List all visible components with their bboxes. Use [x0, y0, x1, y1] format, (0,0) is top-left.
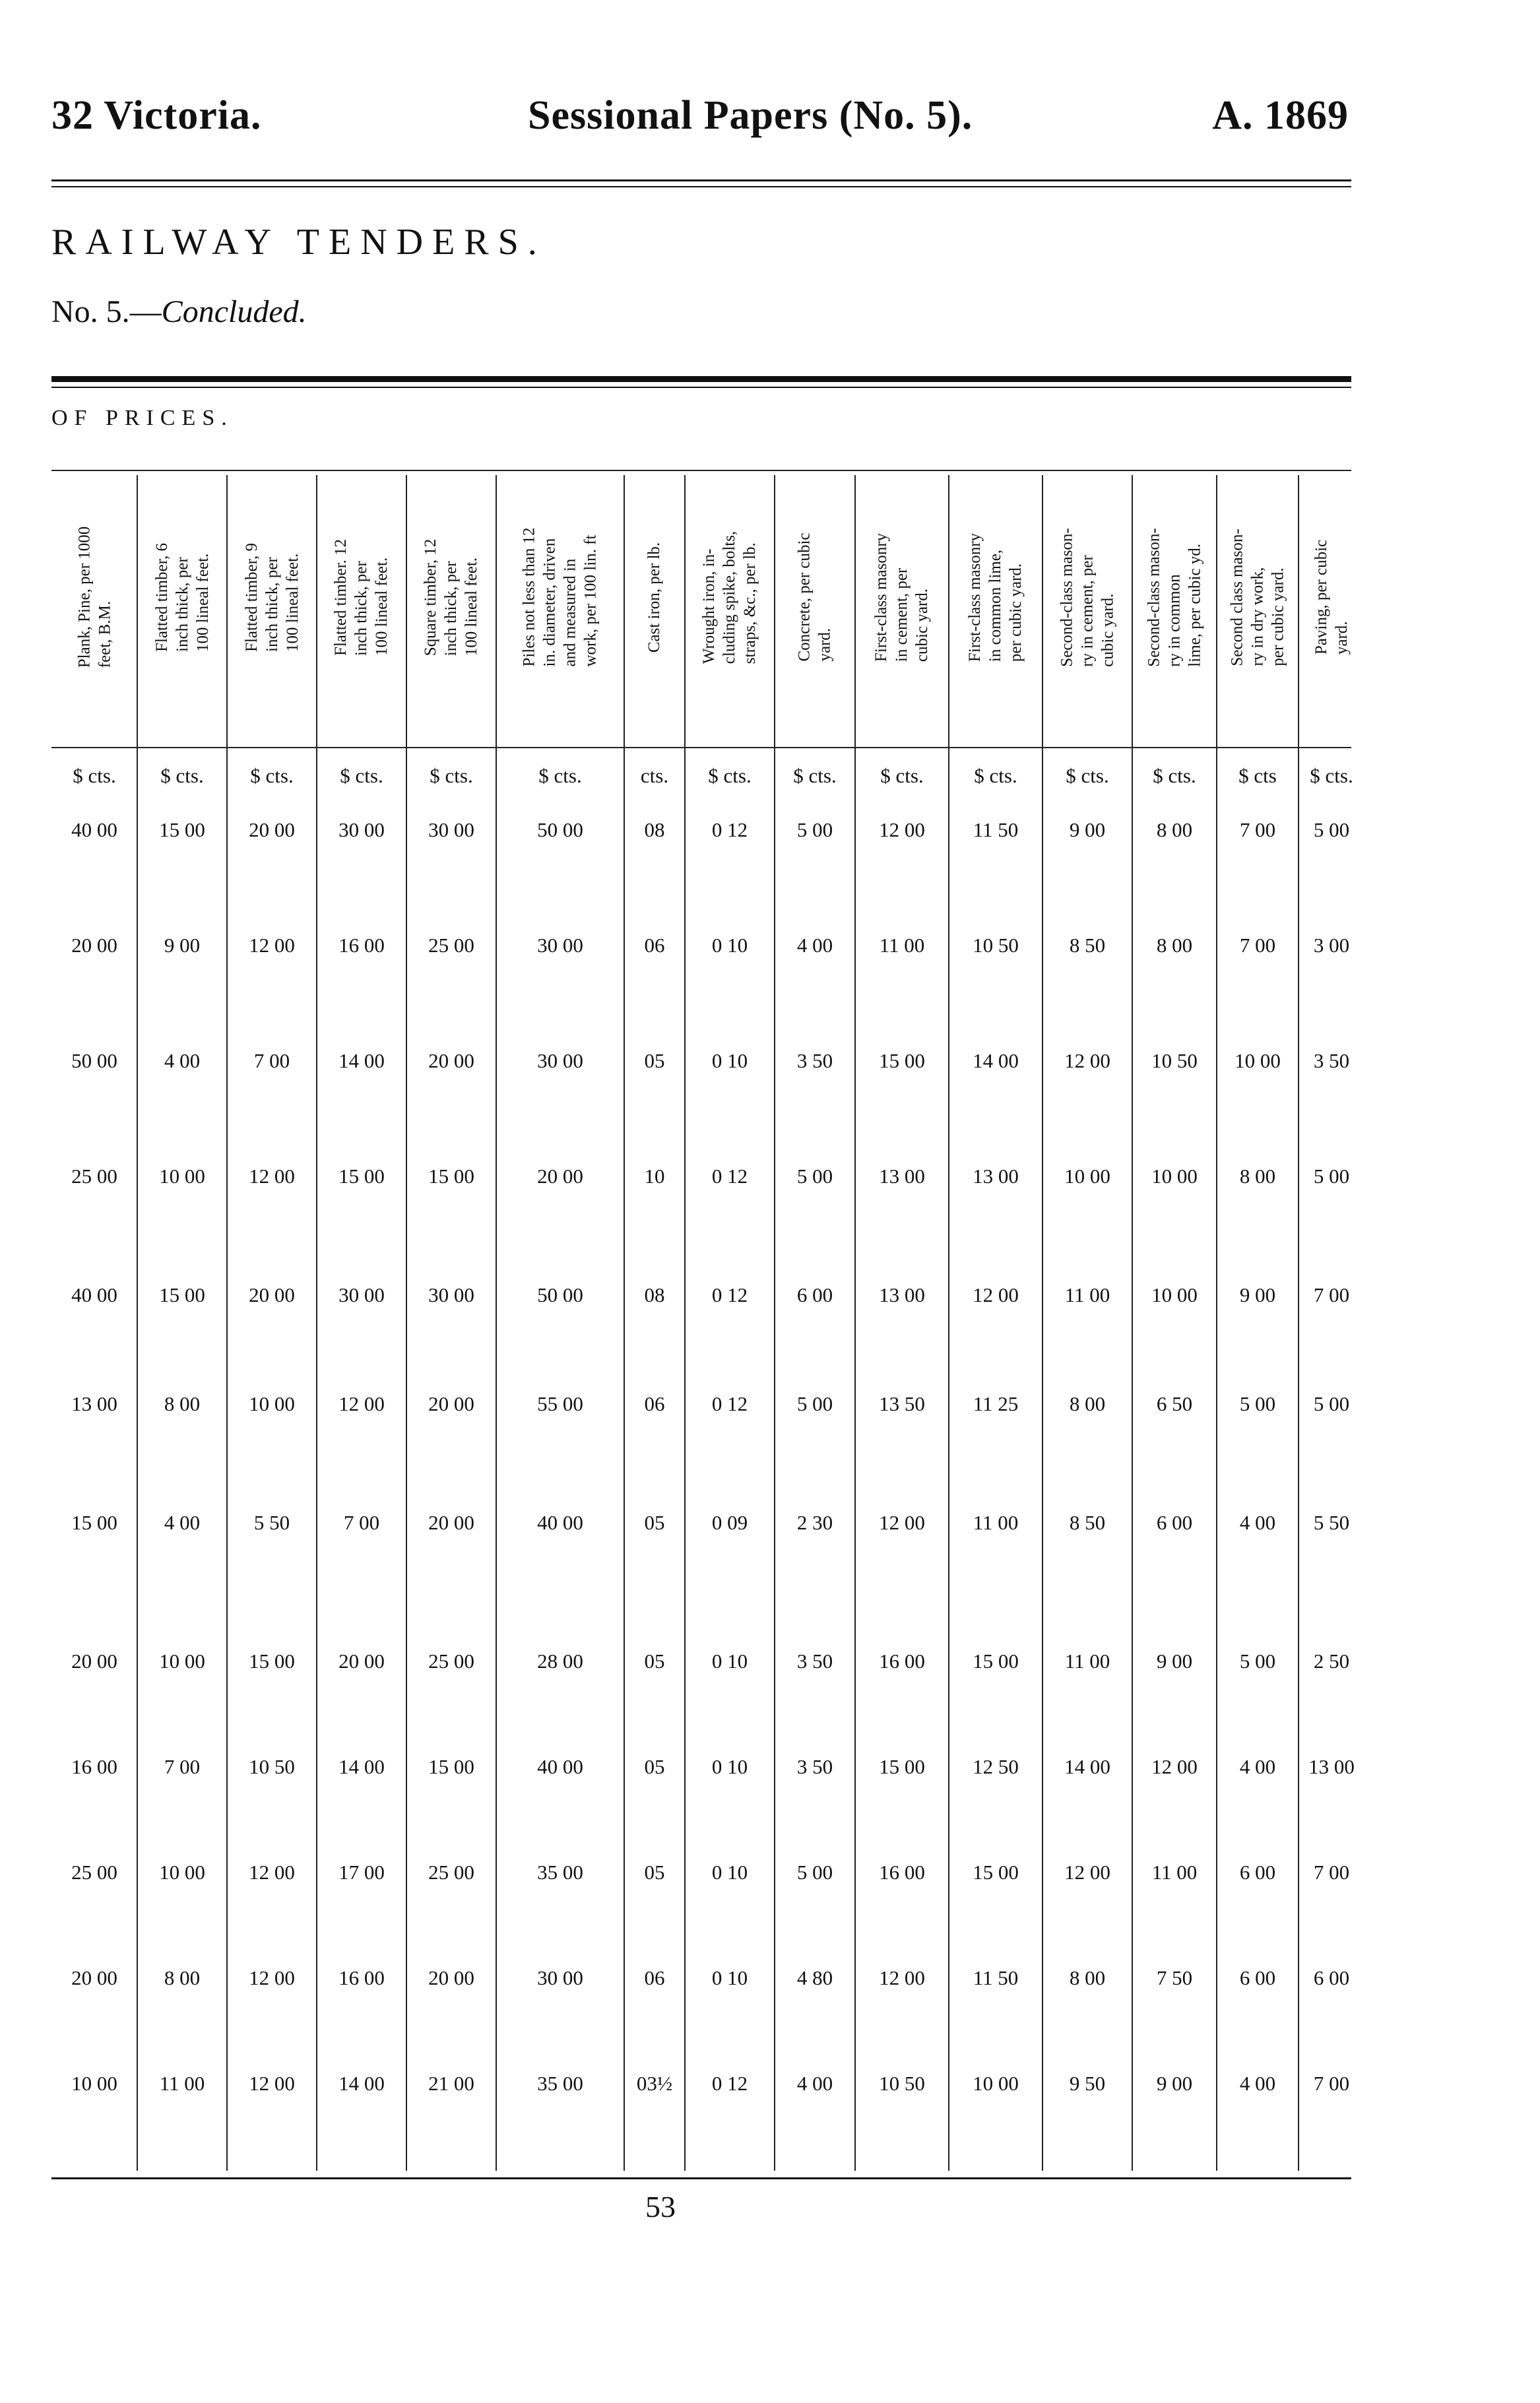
table-cell: 30 00: [338, 818, 385, 841]
table-cell: 9 00: [1239, 1283, 1276, 1306]
table-cell: 13 00: [973, 1165, 1019, 1188]
table-cell: 14 00: [338, 2072, 385, 2095]
table-cell: 8 50: [1069, 1511, 1106, 1534]
column-header: [624, 475, 685, 719]
column-unit: $ cts.: [340, 764, 383, 787]
table-cell: 6 00: [796, 1283, 833, 1306]
table-cell: 10 50: [249, 1755, 295, 1778]
table-cell: 5 00: [1239, 1650, 1276, 1673]
table-cell: 9 00: [1156, 1650, 1193, 1673]
page-title: RAILWAY TENDERS.: [51, 222, 546, 263]
column-header-label: Second-class mason- ry in common lime, per cubic yd.: [1145, 527, 1204, 667]
table-cell: 12 00: [249, 1861, 295, 1884]
table-cell: 11 00: [1064, 1650, 1110, 1673]
table-cell: 9 00: [1156, 2072, 1193, 2095]
header-sessional-papers: Sessional Papers (No. 5).: [528, 93, 973, 138]
table-cell: 8 00: [164, 1392, 201, 1415]
table-cell: 4 00: [796, 2072, 833, 2095]
table-cell: 50 00: [537, 818, 583, 841]
title-rule-thin: [51, 387, 1351, 388]
table-cell: 15 00: [159, 818, 205, 841]
column-header: [317, 475, 406, 719]
table-cell: 0 10: [711, 934, 748, 957]
table-cell: 12 00: [249, 2072, 295, 2095]
column-header-label: Second class mason- ry in dry work, per cubic yard.: [1228, 528, 1287, 666]
table-cell: 10 00: [249, 1392, 295, 1415]
table-cell: 12 00: [1064, 1861, 1110, 1884]
table-cell: 10 00: [159, 1861, 205, 1884]
table-cell: 0 10: [711, 1966, 748, 1989]
table-cell: 12 00: [249, 934, 295, 957]
table-cell: 8 00: [1069, 1966, 1106, 1989]
table-cell: 4 00: [164, 1511, 201, 1534]
table-cell: 06: [644, 1966, 665, 1989]
column-divider: [496, 475, 497, 2171]
table-cell: 20 00: [249, 1283, 295, 1306]
table-cell: 21 00: [428, 2072, 474, 2095]
table-cell: 4 00: [1239, 1755, 1276, 1778]
table-cell: 3 00: [1313, 934, 1350, 957]
table-cell: 7 00: [343, 1511, 380, 1534]
table-cell: 6 00: [1313, 1966, 1350, 1989]
table-cell: 17 00: [338, 1861, 385, 1884]
column-header: [685, 475, 775, 719]
table-cell: 8 00: [1239, 1165, 1276, 1188]
table-cell: 16 00: [71, 1755, 117, 1778]
table-cell: 20 00: [428, 1511, 474, 1534]
column-header: [137, 475, 227, 719]
table-cell: 3 50: [796, 1049, 833, 1072]
table-cell: 11 00: [973, 1511, 1019, 1534]
table-cell: 10 00: [1151, 1165, 1198, 1188]
table-cell: 20 00: [428, 1392, 474, 1415]
table-cell: 7 00: [1313, 1861, 1350, 1884]
table-cell: 3 50: [1313, 1049, 1350, 1072]
column-unit: $ cts.: [880, 764, 924, 787]
table-cell: 5 00: [1239, 1392, 1276, 1415]
table-cell: 5 50: [253, 1511, 290, 1534]
column-header-label: First-class masonry in common lime, per cubic yard.: [966, 532, 1025, 662]
table-cell: 5 50: [1313, 1511, 1350, 1534]
table-cell: 4 80: [796, 1966, 833, 1989]
table-cell: 16 00: [338, 1966, 385, 1989]
table-cell: 7 00: [1313, 1283, 1350, 1306]
column-header: [1043, 475, 1132, 719]
table-cell: 14 00: [338, 1049, 385, 1072]
table-cell: 15 00: [973, 1650, 1019, 1673]
header-rule-thin: [51, 186, 1351, 187]
table-cell: 05: [644, 1511, 665, 1534]
table-cell: 14 00: [1064, 1755, 1110, 1778]
table-cell: 20 00: [537, 1165, 583, 1188]
column-header-label: Concrete, per cubic yard.: [796, 532, 835, 662]
table-cell: 08: [644, 818, 665, 841]
table-cell: 14 00: [338, 1755, 385, 1778]
table-cell: 05: [644, 1861, 665, 1884]
table-cell: 20 00: [249, 818, 295, 841]
table-cell: 6 00: [1156, 1511, 1193, 1534]
table-cell: 5 00: [1313, 1392, 1350, 1415]
table-cell: 10 00: [1235, 1049, 1281, 1072]
table-cell: 30 00: [537, 1966, 583, 1989]
column-divider: [226, 475, 228, 2171]
table-cell: 16 00: [338, 934, 385, 957]
table-cell: 12 00: [879, 1511, 925, 1534]
table-cell: 7 00: [164, 1755, 201, 1778]
table-cell: 5 00: [796, 1165, 833, 1188]
table-cell: 5 00: [1313, 818, 1350, 841]
table-cell: 5 00: [1313, 1165, 1350, 1188]
column-divider: [406, 475, 407, 2171]
subtitle-concluded: Concluded.: [161, 294, 307, 329]
table-cell: 6 00: [1239, 1861, 1276, 1884]
table-cell: 20 00: [428, 1049, 474, 1072]
table-cell: 10 00: [973, 2072, 1019, 2095]
table-cell: 30 00: [428, 1283, 474, 1306]
table-cell: 11 00: [1151, 1861, 1198, 1884]
subtitle-number: No. 5.—: [51, 294, 162, 329]
table-cell: 0 10: [711, 1650, 748, 1673]
table-cell: 15 00: [338, 1165, 385, 1188]
table-cell: 12 00: [1064, 1049, 1110, 1072]
table-cell: 11 50: [973, 1966, 1019, 1989]
table-cell: 20 00: [71, 934, 117, 957]
column-unit: $ cts.: [250, 764, 294, 787]
table-cell: 20 00: [71, 1650, 117, 1673]
table-cell: 15 00: [973, 1861, 1019, 1884]
table-cell: 12 00: [249, 1966, 295, 1989]
table-cell: 10 00: [159, 1165, 205, 1188]
table-cell: 50 00: [71, 1049, 117, 1072]
column-header: [949, 475, 1043, 719]
column-header-label: Second-class mason- ry in cement, per cubic yard.: [1058, 527, 1117, 667]
table-cell: 9 00: [164, 934, 201, 957]
column-unit: $ cts.: [538, 764, 582, 787]
table-cell: 06: [644, 934, 665, 957]
column-header: [406, 475, 496, 719]
table-cell: 14 00: [973, 1049, 1019, 1072]
table-cell: 10 50: [973, 934, 1019, 957]
table-cell: 13 00: [71, 1392, 117, 1415]
page-number: 53: [645, 2190, 676, 2224]
table-cell: 3 50: [796, 1650, 833, 1673]
title-rule: [51, 376, 1351, 382]
table-cell: 3 50: [796, 1755, 833, 1778]
column-divider: [948, 475, 949, 2171]
table-cell: 10 00: [159, 1650, 205, 1673]
table-cell: 25 00: [428, 1650, 474, 1673]
table-cell: 12 50: [973, 1755, 1019, 1778]
table-cell: 12 00: [1151, 1755, 1198, 1778]
column-unit: $ cts.: [1310, 764, 1353, 787]
table-cell: 10 50: [1151, 1049, 1198, 1072]
table-cell: 50 00: [537, 1283, 583, 1306]
table-cell: 8 50: [1069, 934, 1106, 957]
prices-table: [51, 475, 1355, 2171]
table-cell: 7 00: [1313, 2072, 1350, 2095]
table-cell: 0 12: [711, 818, 748, 841]
table-cell: 30 00: [537, 934, 583, 957]
column-header: [51, 475, 137, 719]
table-cell: 0 10: [711, 1755, 748, 1778]
column-header-label: Wrought iron, in- cluding spike, bolts, straps, &c., per lb.: [700, 530, 759, 664]
header-rule: [51, 179, 1351, 181]
table-cell: 35 00: [537, 1861, 583, 1884]
table-cell: 16 00: [879, 1650, 925, 1673]
subtitle: [51, 294, 307, 330]
column-header: [1217, 475, 1299, 719]
table-cell: 15 00: [249, 1650, 295, 1673]
column-header-label: Flatted timber, 9 inch thick, per 100 lineal feet.: [242, 542, 302, 652]
table-cell: 0 12: [711, 1283, 748, 1306]
table-cell: 12 00: [879, 818, 925, 841]
column-divider: [1298, 475, 1299, 2171]
table-cell: 7 00: [253, 1049, 290, 1072]
table-cell: 0 09: [711, 1511, 748, 1534]
column-header-label: Square timber, 12 inch thick, per 100 lineal feet.: [422, 538, 481, 656]
table-cell: 10 00: [71, 2072, 117, 2095]
table-cell: 0 10: [711, 1861, 748, 1884]
column-header: [496, 475, 624, 719]
table-cell: 20 00: [71, 1966, 117, 1989]
table-cell: 30 00: [537, 1049, 583, 1072]
table-cell: 15 00: [428, 1755, 474, 1778]
column-unit: $ cts.: [1066, 764, 1109, 787]
table-cell: 11 00: [159, 2072, 205, 2095]
table-cell: 4 00: [796, 934, 833, 957]
column-header-label: Paving, per cubic yard.: [1312, 539, 1351, 655]
table-cell: 0 12: [711, 1392, 748, 1415]
table-cell: 0 12: [711, 1165, 748, 1188]
table-cell: 7 00: [1239, 934, 1276, 957]
table-cell: 25 00: [428, 934, 474, 957]
column-header-label: Plank, Pine, per 1000 feet, B.M.: [75, 526, 114, 668]
table-cell: 0 10: [711, 1049, 748, 1072]
table-bottom-rule: [51, 2177, 1351, 2179]
table-cell: 10: [644, 1165, 665, 1188]
table-cell: 11 50: [973, 818, 1019, 841]
column-unit: $ cts.: [160, 764, 204, 787]
table-cell: 4 00: [164, 1049, 201, 1072]
column-divider: [137, 475, 138, 2171]
table-cell: 25 00: [71, 1861, 117, 1884]
column-header: [227, 475, 317, 719]
table-cell: 7 00: [1239, 818, 1276, 841]
column-header: [855, 475, 949, 719]
table-cell: 30 00: [338, 1283, 385, 1306]
table-cell: 11 25: [973, 1392, 1019, 1415]
column-divider: [684, 475, 686, 2171]
column-unit: $ cts.: [1153, 764, 1196, 787]
table-cell: 06: [644, 1392, 665, 1415]
table-cell: 9 50: [1069, 2072, 1106, 2095]
table-cell: 4 00: [1239, 1511, 1276, 1534]
table-cell: 13 00: [879, 1165, 925, 1188]
column-unit: $ cts.: [974, 764, 1017, 787]
column-header: [1132, 475, 1217, 719]
table-cell: 4 00: [1239, 2072, 1276, 2095]
table-cell: 12 00: [879, 1966, 925, 1989]
column-unit: $ cts.: [708, 764, 752, 787]
table-cell: 8 00: [1156, 934, 1193, 957]
column-unit: $ cts.: [793, 764, 837, 787]
section-label: OF PRICES.: [51, 406, 234, 430]
table-cell: 6 00: [1239, 1966, 1276, 1989]
table-cell: 40 00: [537, 1755, 583, 1778]
table-cell: 12 00: [338, 1392, 385, 1415]
table-cell: 15 00: [428, 1165, 474, 1188]
table-cell: 13 50: [879, 1392, 925, 1415]
table-cell: 8 00: [1156, 818, 1193, 841]
table-cell: 40 00: [537, 1511, 583, 1534]
column-header: [1299, 475, 1364, 719]
column-header-label: Flatted timber, 6 inch thick, per 100 lineal feet.: [152, 542, 212, 652]
column-unit: $ cts: [1238, 764, 1277, 787]
column-header-label: Cast iron, per lb.: [645, 542, 664, 653]
table-cell: 11 00: [1064, 1283, 1110, 1306]
table-cell: 5 00: [796, 818, 833, 841]
table-cell: 55 00: [537, 1392, 583, 1415]
table-cell: 7 50: [1156, 1966, 1193, 1989]
table-cell: 10 50: [879, 2072, 925, 2095]
table-cell: 20 00: [338, 1650, 385, 1673]
table-cell: 13 00: [879, 1283, 925, 1306]
column-divider: [1132, 475, 1133, 2171]
header-session: 32 Victoria.: [51, 93, 262, 138]
table-cell: 30 00: [428, 818, 474, 841]
column-unit: $ cts.: [430, 764, 473, 787]
column-header-label: Piles not less than 12 in. diameter, driven and measured in work, per 100 lin. ft: [521, 527, 600, 667]
table-cell: 05: [644, 1049, 665, 1072]
column-divider: [774, 475, 775, 2171]
table-top-rule: [51, 470, 1351, 471]
table-cell: 12 00: [973, 1283, 1019, 1306]
table-cell: 40 00: [71, 1283, 117, 1306]
table-cell: 20 00: [428, 1966, 474, 1989]
table-cell: 15 00: [879, 1755, 925, 1778]
table-cell: 10 00: [1151, 1283, 1198, 1306]
table-cell: 05: [644, 1650, 665, 1673]
column-divider: [624, 475, 625, 2171]
table-cell: 25 00: [428, 1861, 474, 1884]
column-header-label: First-class masonry in cement, per cubic yard.: [872, 532, 932, 662]
column-header-label: Flatted timber. 12 inch thick, per 100 lineal feet.: [332, 538, 391, 656]
table-cell: 8 00: [164, 1966, 201, 1989]
table-cell: 2 30: [796, 1511, 833, 1534]
column-divider: [854, 475, 856, 2171]
header-year: A. 1869: [1212, 93, 1349, 138]
column-divider: [1216, 475, 1217, 2171]
table-cell: 40 00: [71, 818, 117, 841]
table-cell: 11 00: [879, 934, 925, 957]
table-cell: 28 00: [537, 1650, 583, 1673]
table-cell: 16 00: [879, 1861, 925, 1884]
table-cell: 0 12: [711, 2072, 748, 2095]
table-cell: 05: [644, 1755, 665, 1778]
table-cell: 12 00: [249, 1165, 295, 1188]
table-cell: 5 00: [796, 1392, 833, 1415]
table-cell: 13 00: [1308, 1755, 1355, 1778]
table-cell: 15 00: [879, 1049, 925, 1072]
table-cell: 03½: [636, 2072, 673, 2095]
table-cell: 10 00: [1064, 1165, 1110, 1188]
table-cell: 9 00: [1069, 818, 1106, 841]
column-divider: [316, 475, 317, 2171]
table-cell: 25 00: [71, 1165, 117, 1188]
column-unit: cts.: [640, 764, 669, 787]
table-cell: 35 00: [537, 2072, 583, 2095]
table-cell: 2 50: [1313, 1650, 1350, 1673]
column-divider: [1042, 475, 1043, 2171]
table-cell: 08: [644, 1283, 665, 1306]
table-cell: 8 00: [1069, 1392, 1106, 1415]
header-bottom-rule: [51, 747, 1351, 748]
column-header: [775, 475, 855, 719]
table-cell: 15 00: [159, 1283, 205, 1306]
column-unit: $ cts.: [73, 764, 116, 787]
table-cell: 5 00: [796, 1861, 833, 1884]
table-cell: 6 50: [1156, 1392, 1193, 1415]
table-cell: 15 00: [71, 1511, 117, 1534]
